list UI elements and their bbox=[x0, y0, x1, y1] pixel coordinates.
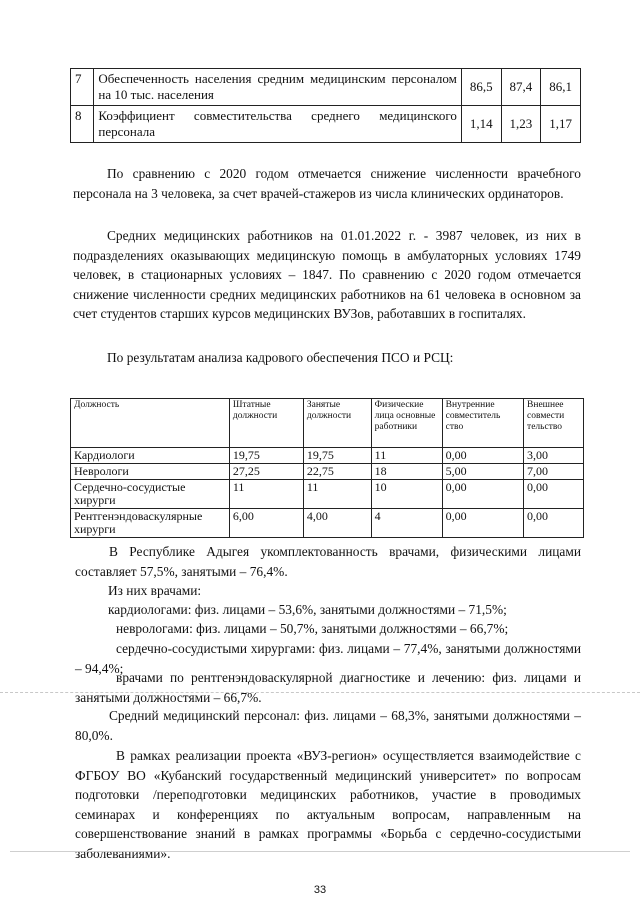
value-2020: 87,4 bbox=[501, 69, 541, 106]
row-number: 8 bbox=[71, 106, 94, 143]
cell-individuals: 10 bbox=[371, 480, 442, 509]
cell-position: Рентгенэндоваскулярные хирурги bbox=[71, 509, 230, 538]
table-row bbox=[71, 480, 584, 509]
paragraph-of-them-doctors: Из них врачами: bbox=[108, 583, 202, 598]
paragraph-doctors-decrease: По сравнению с 2020 годом отмечается снижение численности врачебного персонала на 3 человека, за счет врачей-стажеров из числа клинических ординаторов. bbox=[73, 166, 581, 201]
header-external-part-time: Внешнее совмести тельство bbox=[524, 399, 584, 448]
scan-artifact-line bbox=[0, 692, 640, 693]
footer-divider bbox=[10, 851, 630, 852]
paragraph-university-region: В рамках реализации проекта «ВУЗ-регион» осуществляется взаимодействие с ФГБОУ ВО «Кубанский государственный медицинский университет» по вопросам подготовки /переподготовки медицинских работников, участие в проводимых семинарах и конференциях по актуальным вопросам, направленным на совершенствование знаний в рамках программы «Борьба с сердечно-сосудистыми заболеваниями». bbox=[75, 748, 581, 861]
value-2020: 1,23 bbox=[501, 106, 541, 143]
table-row bbox=[71, 106, 581, 143]
staff-table bbox=[70, 398, 584, 538]
value-2019: 86,5 bbox=[461, 69, 501, 106]
cell-occupied: 22,75 bbox=[303, 464, 371, 480]
paragraph-cardiologists: кардиологами: физ. лицами – 53,6%, занятыми должностями – 71,5%; bbox=[108, 602, 507, 617]
cell-position: Неврологи bbox=[71, 464, 230, 480]
paragraph-endovascular: врачами по рентгенэндоваскулярной диагностике и лечению: физ. лицами и занятыми должностями – 66,7%. bbox=[75, 670, 581, 705]
cell-position: Сердечно-сосудистые хирурги bbox=[71, 480, 230, 509]
row-number: 7 bbox=[71, 69, 94, 106]
table-header-row bbox=[71, 399, 584, 448]
cell-individuals: 11 bbox=[371, 448, 442, 464]
row-description: Обеспеченность населения средним медицинским персоналом на 10 тыс. населения bbox=[94, 69, 461, 106]
paragraph-staffing-rate: В Республике Адыгея укомплектованность врачами, физическими лицами составляет 57,5%, занятыми – 76,4%. bbox=[75, 544, 581, 579]
paragraph-nursing-staff: Средний медицинский персонал: физ. лицами – 68,3%, занятыми должностями – 80,0%. bbox=[75, 708, 581, 743]
header-individuals: Физические лица основные работники bbox=[371, 399, 442, 448]
cell-internal: 0,00 bbox=[442, 480, 523, 509]
cell-occupied: 19,75 bbox=[303, 448, 371, 464]
paragraph-nurses-count: Средних медицинских работников на 01.01.2022 г. - 3987 человек, из них в подразделениях оказывающих медицинскую помощь в амбулаторных условиях 1749 человек, в стационарных условиях – 1847. По сравнению с 2020 годом отмечается снижение численности средних медицинских работников на 61 человека в основном за счет студентов старших курсов медицинских ВУЗов, работавших в госпиталях. bbox=[73, 228, 581, 321]
cell-internal: 5,00 bbox=[442, 464, 523, 480]
value-2019: 1,14 bbox=[461, 106, 501, 143]
cell-external: 7,00 bbox=[524, 464, 584, 480]
header-occupied-positions: Занятые должности bbox=[303, 399, 371, 448]
cell-staff: 6,00 bbox=[229, 509, 303, 538]
value-2021: 86,1 bbox=[541, 69, 581, 106]
cell-individuals: 18 bbox=[371, 464, 442, 480]
table-row bbox=[71, 464, 584, 480]
table-row bbox=[71, 448, 584, 464]
value-2021: 1,17 bbox=[541, 106, 581, 143]
cell-staff: 11 bbox=[229, 480, 303, 509]
header-staff-positions: Штатные должности bbox=[229, 399, 303, 448]
cell-internal: 0,00 bbox=[442, 509, 523, 538]
table-row bbox=[71, 509, 584, 538]
indicators-table bbox=[70, 68, 581, 143]
row-description: Коэффициент совместительства среднего медицинского персонала bbox=[94, 106, 461, 143]
paragraph-staff-analysis-intro: По результатам анализа кадрового обеспечения ПСО и РСЦ: bbox=[107, 350, 454, 365]
cell-individuals: 4 bbox=[371, 509, 442, 538]
cell-external: 0,00 bbox=[524, 480, 584, 509]
cell-occupied: 11 bbox=[303, 480, 371, 509]
page-number: 33 bbox=[313, 884, 327, 896]
cell-occupied: 4,00 bbox=[303, 509, 371, 538]
cell-external: 0,00 bbox=[524, 509, 584, 538]
cell-external: 3,00 bbox=[524, 448, 584, 464]
cell-position: Кардиологи bbox=[71, 448, 230, 464]
paragraph-cardiovascular-surgeons: сердечно-сосудистыми хирургами: физ. лицами – 77,4%, занятыми должностями – 94,4%; bbox=[75, 641, 581, 676]
header-position: Должность bbox=[71, 399, 230, 448]
paragraph-neurologists: неврологами: физ. лицами – 50,7%, занятыми должностями – 66,7%; bbox=[116, 621, 509, 636]
cell-staff: 19,75 bbox=[229, 448, 303, 464]
cell-internal: 0,00 bbox=[442, 448, 523, 464]
cell-staff: 27,25 bbox=[229, 464, 303, 480]
table-row bbox=[71, 69, 581, 106]
header-internal-part-time: Внутренние совместитель ство bbox=[442, 399, 523, 448]
